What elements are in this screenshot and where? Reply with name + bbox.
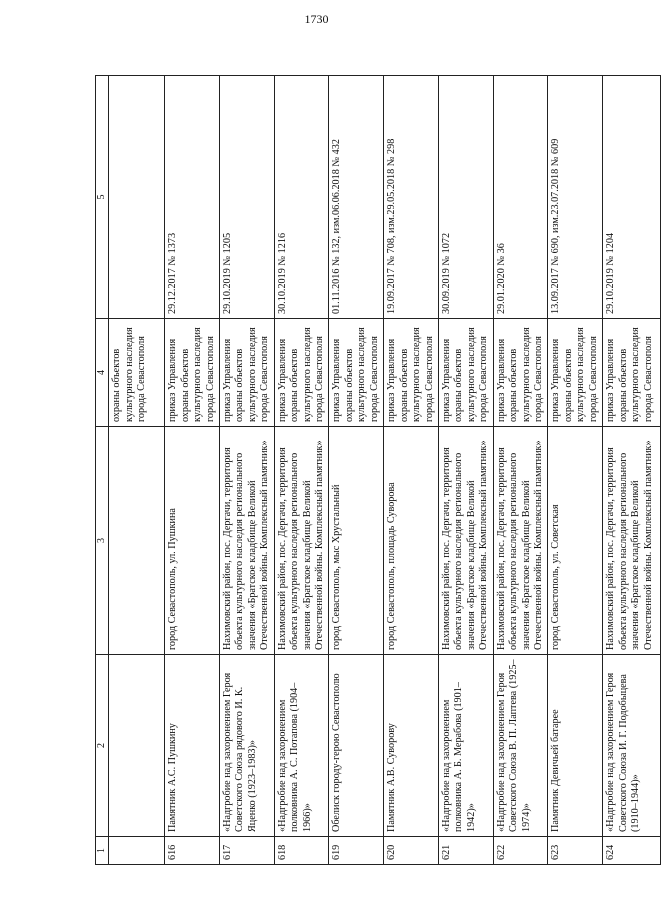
table-row [329,76,384,865]
cell-address: Нахимовский район, пос. Дергачи, территория объекта культурного наследия регионального значения «Братское кладбище Великой Отечественной войны. Комплексный памятник» [274,427,329,655]
cell-name: «Надгробие над захоронением полковника А. Б. Мерабова (1901–1942)» [438,655,493,837]
cell-name: «Надгробие над захоронением Героя Советского Союза В. П. Лаптева (1925–1974)» [493,655,548,837]
cell-address: город Севастополь, площадь Суворова [384,427,439,655]
cell-basis: приказ Управления охраны объектов культурного наследия города Севастополя [219,319,274,427]
cell-address: Нахимовский район, пос. Дергачи, территория объекта культурного наследия регионального значения «Братское кладбище Великой Отечественной войны. Комплексный памятник» [493,427,548,655]
cell-document: 01.11.2016 № 132, изм.06.06.2018 № 432 [329,76,384,319]
cell-name: Памятник А.С. Пушкину [165,655,220,837]
table-row [548,76,603,865]
cell-address: город Севастополь, ул. Пушкина [165,427,220,655]
cell-basis: приказ Управления охраны объектов культурного наследия города Севастополя [274,319,329,427]
cell-number: 616 [165,837,220,865]
cell-document: 30.09.2019 № 1072 [438,76,493,319]
cell-address: город Севастополь, ул. Советская [548,427,603,655]
table-row [219,76,274,865]
cell-address: Нахимовский район, пос. Дергачи, территория объекта культурного наследия регионального значения «Братское кладбище Великой Отечественной войны. Комплексный памятник» [438,427,493,655]
cell-basis: приказ Управления охраны объектов культурного наследия города Севастополя [329,319,384,427]
cell-document: 29.01.2020 № 36 [493,76,548,319]
column-header: 5 [96,76,109,319]
cell-document: 29.10.2019 № 1204 [603,76,661,319]
cell-address [109,427,165,655]
cell-document: 30.10.2019 № 1216 [274,76,329,319]
table-row [438,76,493,865]
registry-table [95,75,661,865]
column-header: 4 [96,319,109,427]
cell-basis: приказ Управления охраны объектов культурного наследия города Севастополя [165,319,220,427]
cell-basis: охраны объектов культурного наследия города Севастополя [109,319,165,427]
column-header: 2 [96,655,109,837]
table-row [493,76,548,865]
table-row [603,76,661,865]
cell-name: «Надгробие над захоронением Героя Советского Союза И. Г. Подобыцева (1910–1944)» [603,655,661,837]
cell-basis: приказ Управления охраны объектов культурного наследия города Севастополя [493,319,548,427]
cell-number [109,837,165,865]
column-header: 3 [96,427,109,655]
table-row [165,76,220,865]
page-number: 1730 [304,12,329,26]
cell-name: Обелиск городу-герою Севастополю [329,655,384,837]
cell-basis: приказ Управления охраны объектов культурного наследия города Севастополя [603,319,661,427]
cell-name [109,655,165,837]
cell-name: «Надгробие над захоронением Героя Советского Союза рядового И. К. Яценко (1923–1983)» [219,655,274,837]
cell-name: «Надгробие над захоронением полковника А. С. Потапова (1904–1966)» [274,655,329,837]
table-row [274,76,329,865]
table-header-row [96,76,109,865]
cell-number: 617 [219,837,274,865]
cell-document: 19.09.2017 № 708, изм.29.05.2018 № 298 [384,76,439,319]
cell-document: 29.12.2017 № 1373 [165,76,220,319]
cell-basis: приказ Управления охраны объектов культурного наследия города Севастополя [384,319,439,427]
rotated-table-container [95,75,654,865]
cell-number: 619 [329,837,384,865]
cell-number: 623 [548,837,603,865]
cell-address: Нахимовский район, пос. Дергачи, территория объекта культурного наследия регионального значения «Братское кладбище Великой Отечественной войны. Комплексный памятник» [219,427,274,655]
cell-document: 29.10.2019 № 1205 [219,76,274,319]
cell-number: 622 [493,837,548,865]
cell-name: Памятник Девичьей батарее [548,655,603,837]
cell-number: 624 [603,837,661,865]
column-header: 1 [96,837,109,865]
cell-basis: приказ Управления охраны объектов культурного наследия города Севастополя [438,319,493,427]
cell-document: 13.09.2017 № 690, изм.23.07.2018 № 609 [548,76,603,319]
cell-number: 620 [384,837,439,865]
cell-number: 621 [438,837,493,865]
cell-basis: приказ Управления охраны объектов культурного наследия города Севастополя [548,319,603,427]
cell-name: Памятник А.В. Суворову [384,655,439,837]
continuation-row [109,76,165,865]
cell-number: 618 [274,837,329,865]
table-row [384,76,439,865]
cell-document [109,76,165,319]
cell-address: город Севастополь, мыс Хрустальный [329,427,384,655]
cell-address: Нахимовский район, пос. Дергачи, территория объекта культурного наследия регионального значения «Братское кладбище Великой Отечественной войны. Комплексный памятник» [603,427,661,655]
